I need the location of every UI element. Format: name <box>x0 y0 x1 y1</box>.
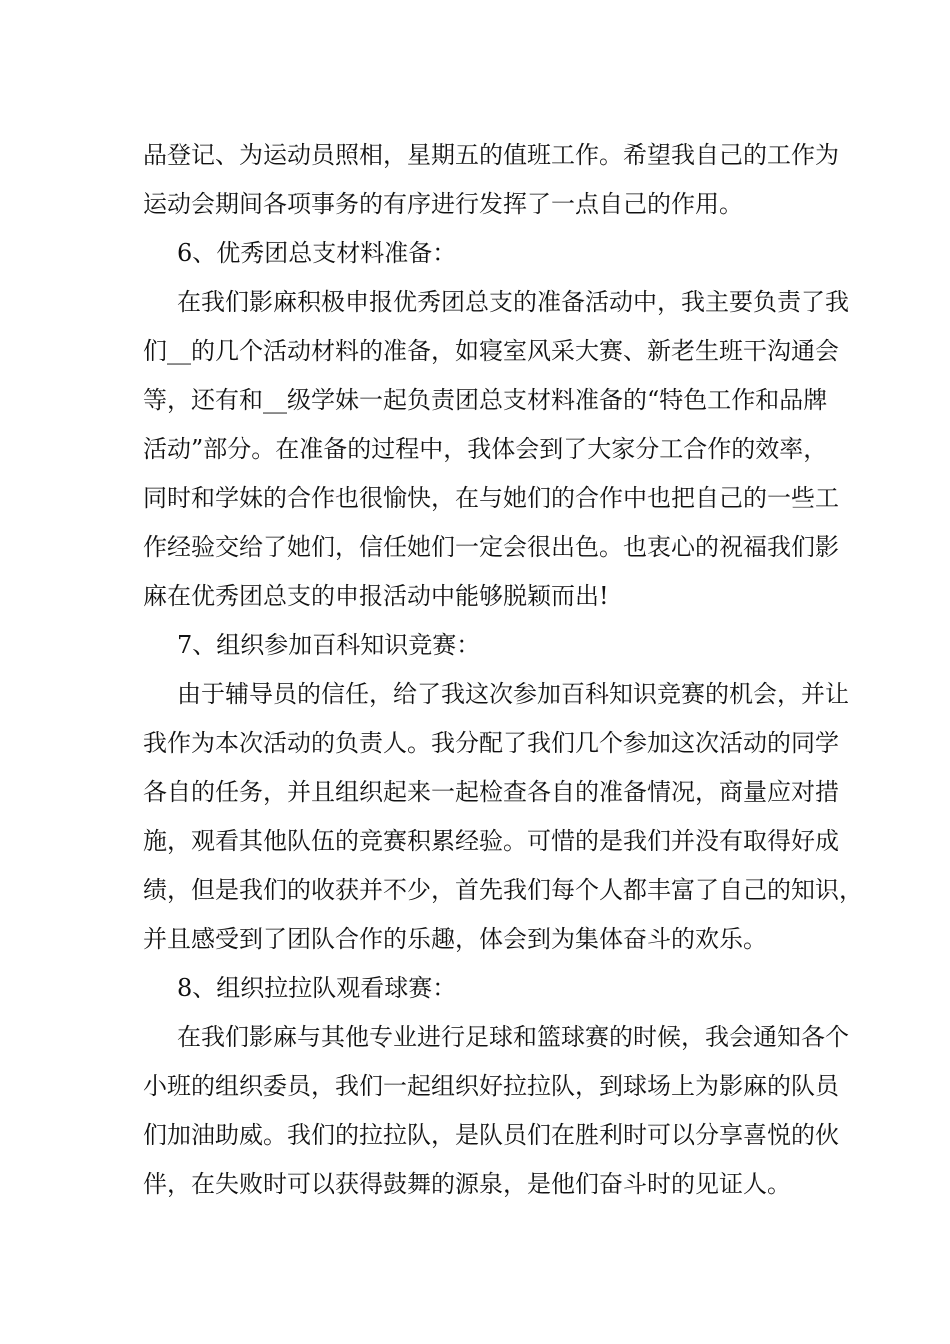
text-line: 运动会期间各项事务的有序进行发挥了一点自己的作用。 <box>143 190 743 218</box>
text-line: 麻在优秀团总支的申报活动中能够脱颖而出! <box>143 582 609 610</box>
paragraph <box>143 1013 849 1209</box>
text-line: 等，还有和__级学妹一起负责团总支材料准备的“特色工作和品牌 <box>143 386 828 414</box>
paragraph-continuation <box>143 131 839 229</box>
section-heading-7 <box>143 621 823 670</box>
text-line: 们加油助威。我们的拉拉队，是队员们在胜利时可以分享喜悦的伙 <box>143 1121 839 1149</box>
text-line: 施，观看其他队伍的竞赛积累经验。可惜的是我们并没有取得好成 <box>143 827 839 855</box>
text-line: 伴，在失败时可以获得鼓舞的源泉，是他们奋斗时的见证人。 <box>143 1170 791 1198</box>
text-line: 绩，但是我们的收获并不少，首先我们每个人都丰富了自己的知识， <box>143 876 863 904</box>
heading-text: 6、优秀团总支材料准备： <box>177 239 457 267</box>
paragraph <box>143 670 863 964</box>
text-line: 同时和学妹的合作也很愉快，在与她们的合作中也把自己的一些工 <box>143 484 839 512</box>
text-line: 我作为本次活动的负责人。我分配了我们几个参加这次活动的同学 <box>143 729 839 757</box>
text-line: 由于辅导员的信任，给了我这次参加百科知识竞赛的机会，并让 <box>177 680 849 708</box>
document-body <box>143 131 863 1209</box>
paragraph <box>143 278 849 621</box>
text-line: 并且感受到了团队合作的乐趣，体会到为集体奋斗的欢乐。 <box>143 925 767 953</box>
text-line: 小班的组织委员，我们一起组织好拉拉队，到球场上为影麻的队员 <box>143 1072 839 1100</box>
text-line: 作经验交给了她们，信任她们一定会很出色。也衷心的祝福我们影 <box>143 533 839 561</box>
text-line: 们__的几个活动材料的准备，如寝室风采大赛、新老生班干沟通会 <box>143 337 839 365</box>
section-heading-8 <box>143 964 823 1013</box>
section-heading-6 <box>143 229 823 278</box>
text-line: 活动”部分。在准备的过程中，我体会到了大家分工合作的效率， <box>143 435 828 463</box>
heading-text: 8、组织拉拉队观看球赛： <box>177 974 457 1002</box>
text-line: 各自的任务，并且组织起来一起检查各自的准备情况，商量应对措 <box>143 778 839 806</box>
text-line: 品登记、为运动员照相，星期五的值班工作。希望我自己的工作为 <box>143 141 839 169</box>
text-line: 在我们影麻积极申报优秀团总支的准备活动中，我主要负责了我 <box>177 288 849 316</box>
heading-text: 7、组织参加百科知识竞赛： <box>177 631 481 659</box>
text-line: 在我们影麻与其他专业进行足球和篮球赛的时候，我会通知各个 <box>177 1023 849 1051</box>
